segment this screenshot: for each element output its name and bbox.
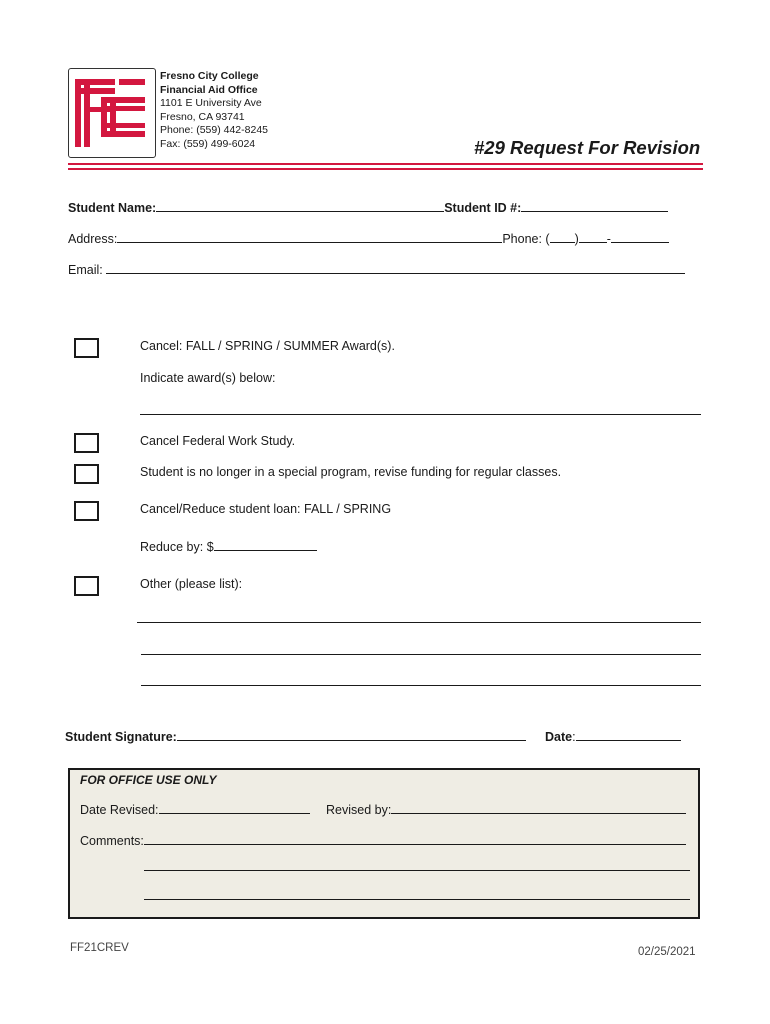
revised-by-row: [326, 803, 686, 817]
revised-by-label: Revised by:: [326, 803, 392, 817]
cancel-loan-label: Cancel/Reduce student loan: FALL / SPRING: [140, 502, 392, 516]
reduce-by-amount-field[interactable]: [214, 550, 317, 551]
special-program-label: Student is no longer in a special program, revise funding for regular classes.: [140, 465, 562, 479]
office-phone: Phone: (559) 442-8245: [160, 124, 268, 136]
reduce-by-label: Reduce by: $: [140, 540, 214, 554]
student-id-label: Student ID #:: [444, 201, 522, 215]
other-label: Other (please list):: [140, 577, 243, 591]
cancel-award-label: Cancel: FALL / SPRING / SUMMER Award(s).: [140, 339, 395, 353]
other-line-3[interactable]: [141, 685, 701, 686]
phone-line-field[interactable]: [611, 242, 669, 243]
other-line-2[interactable]: [141, 654, 701, 655]
cancel-award-checkbox[interactable]: [74, 338, 99, 358]
revised-by-field[interactable]: [391, 813, 686, 814]
street-address: 1101 E University Ave: [160, 97, 262, 109]
email-field[interactable]: [106, 273, 685, 274]
student-name-label: Student Name:: [68, 201, 157, 215]
phone-area-code-field[interactable]: [550, 242, 575, 243]
special-program-checkbox[interactable]: [74, 464, 99, 484]
address-field[interactable]: [117, 242, 502, 243]
student-name-field[interactable]: [156, 211, 444, 212]
other-line-1[interactable]: [137, 622, 701, 623]
college-logo: [68, 68, 156, 158]
email-row: [68, 263, 685, 277]
header-divider-top: [68, 163, 703, 165]
student-name-row: [68, 201, 668, 215]
date-row: [545, 730, 681, 744]
date-revised-row: [80, 803, 310, 817]
phone-paren-close: ): [574, 232, 579, 246]
date-colon: :: [572, 730, 576, 744]
address-row: [68, 232, 669, 246]
signature-label: Student Signature:: [65, 730, 177, 744]
student-id-field[interactable]: [521, 211, 668, 212]
form-date: 02/25/2021: [638, 946, 696, 958]
office-fax: Fax: (559) 499-6024: [160, 137, 256, 150]
form-code: FF21CREV: [70, 942, 129, 954]
date-revised-label: Date Revised:: [80, 803, 159, 817]
college-name: Fresno City College: [160, 70, 259, 82]
address-label: Address:: [68, 232, 118, 246]
comments-field[interactable]: [144, 844, 686, 845]
phone-prefix-field[interactable]: [579, 242, 607, 243]
phone-label: Phone: (: [502, 232, 550, 246]
city-state-zip: Fresno, CA 93741: [160, 110, 245, 123]
date-field[interactable]: [576, 740, 681, 741]
header-divider-bottom: [68, 168, 703, 170]
awards-entry-line[interactable]: [140, 414, 701, 415]
indicate-awards-label: Indicate award(s) below:: [140, 371, 276, 385]
phone-dash: -: [606, 232, 611, 246]
email-label: Email:: [68, 263, 103, 277]
comments-line-2[interactable]: [144, 870, 690, 871]
reduce-by-row: [140, 540, 317, 554]
office-use-heading: FOR OFFICE USE ONLY: [80, 773, 217, 787]
signature-row: [65, 730, 526, 744]
cancel-fws-checkbox[interactable]: [74, 433, 99, 453]
other-checkbox[interactable]: [74, 576, 99, 596]
fcc-logo-icon: [69, 69, 154, 156]
form-title: #29 Request For Revision: [474, 137, 701, 158]
signature-field[interactable]: [177, 740, 526, 741]
cancel-loan-checkbox[interactable]: [74, 501, 99, 521]
date-label: Date: [545, 730, 573, 744]
cancel-fws-label: Cancel Federal Work Study.: [140, 434, 296, 448]
comments-label: Comments:: [80, 834, 144, 848]
date-revised-field[interactable]: [159, 813, 310, 814]
office-use-section: [68, 768, 700, 919]
comments-row: [80, 834, 686, 848]
office-name: Financial Aid Office: [160, 83, 258, 96]
comments-line-3[interactable]: [144, 899, 690, 900]
